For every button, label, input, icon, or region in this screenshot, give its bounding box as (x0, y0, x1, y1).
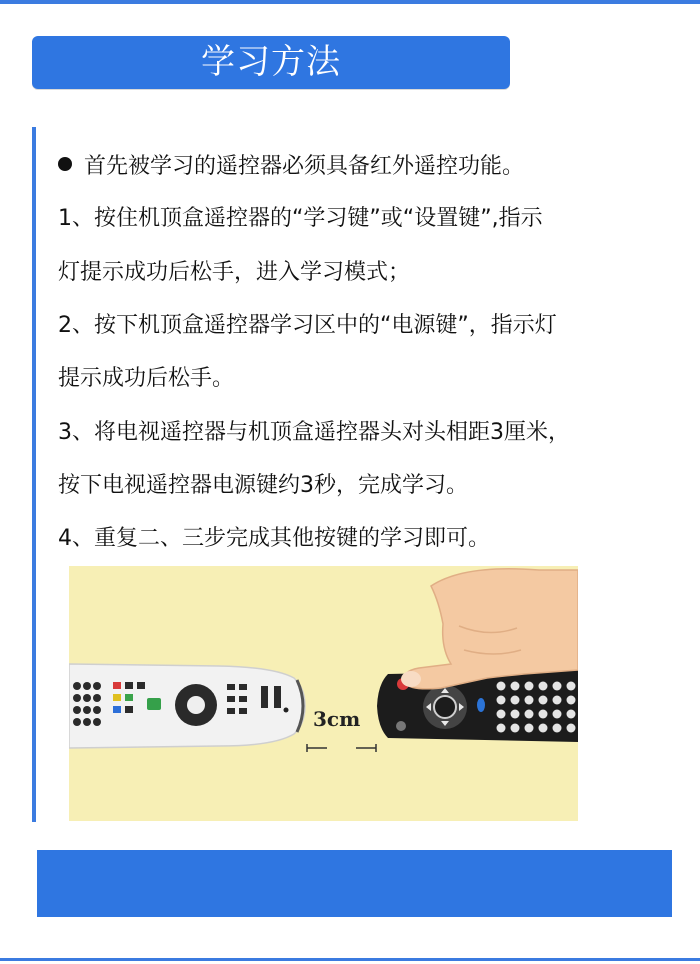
bottom-rule (0, 958, 700, 961)
instruction-line: 1、按住机顶盒遥控器的“学习键”或“设置键”,指示 (58, 206, 543, 231)
bullet-text: 首先被学习的遥控器必须具备红外遥控功能。 (84, 154, 525, 179)
instruction-line: 4、重复二、三步完成其他按键的学习即可。 (58, 526, 490, 551)
remote-illustration (69, 566, 578, 821)
remote-illustration-art (69, 566, 578, 821)
footer-banner (37, 850, 672, 917)
instruction-line: 2、按下机顶盒遥控器学习区中的“电源键”，指示灯 (58, 313, 557, 338)
bullet-line (58, 140, 524, 194)
instruction-line: 按下电视遥控器电源键约3秒，完成学习。 (58, 473, 468, 498)
instruction-line: 3、将电视遥控器与机顶盒遥控器头对头相距3厘米， (58, 420, 570, 445)
page-title: 学习方法 (201, 42, 341, 82)
top-rule (0, 0, 700, 4)
instruction-line: 提示成功后松手。 (58, 366, 235, 391)
left-accent-rule (32, 127, 36, 822)
instruction-line: 灯提示成功后松手，进入学习模式； (58, 260, 411, 285)
distance-label: 3cm (313, 707, 361, 731)
bullet-icon (58, 157, 72, 171)
title-banner (32, 36, 510, 89)
